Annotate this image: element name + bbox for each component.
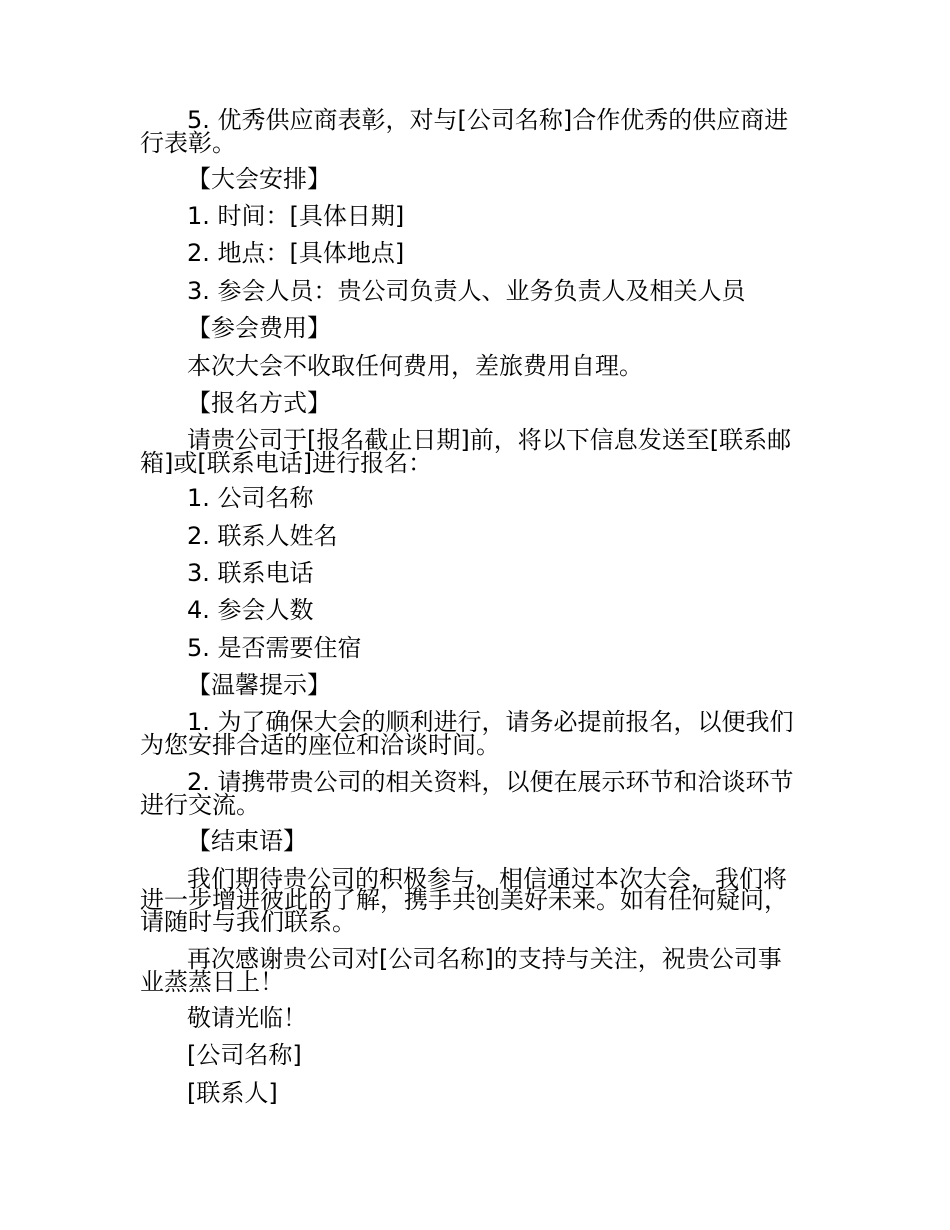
text-line: 4. 参会人数 bbox=[187, 596, 314, 624]
text-line: 1. 公司名称 bbox=[187, 484, 314, 512]
section-heading: 【参会费用】 bbox=[187, 314, 331, 342]
text-line: 请贵公司于[报名截止日期]前，将以下信息发送至[联系邮 bbox=[187, 426, 792, 454]
text-line: 进行交流。 bbox=[140, 791, 260, 819]
text-line: [公司名称] bbox=[187, 1041, 302, 1069]
text-line: 5. 是否需要住宿 bbox=[187, 634, 362, 662]
text-line: 2. 地点：[具体地点] bbox=[187, 239, 405, 267]
text-line: [联系人] bbox=[187, 1079, 278, 1107]
text-line: 行表彰。 bbox=[140, 129, 236, 157]
section-heading: 【结束语】 bbox=[187, 827, 307, 855]
text-line: 箱]或[联系电话]进行报名： bbox=[140, 449, 433, 477]
text-line: 我们期待贵公司的积极参与，相信通过本次大会，我们将 bbox=[187, 865, 787, 893]
text-line: 3. 参会人员：贵公司负责人、业务负责人及相关人员 bbox=[187, 277, 746, 305]
section-heading: 【报名方式】 bbox=[187, 389, 331, 417]
text-line: 1. 为了确保大会的顺利进行，请务必提前报名，以便我们 bbox=[187, 708, 794, 736]
text-line: 业蒸蒸日上！ bbox=[140, 968, 284, 996]
section-heading: 【温馨提示】 bbox=[187, 671, 331, 699]
text-line: 为您安排合适的座位和洽谈时间。 bbox=[140, 731, 500, 759]
section-heading: 【大会安排】 bbox=[187, 165, 331, 193]
text-line: 再次感谢贵公司对[公司名称]的支持与关注，祝贵公司事 bbox=[187, 945, 782, 973]
text-line: 2. 联系人姓名 bbox=[187, 522, 338, 550]
text-line: 本次大会不收取任何费用，差旅费用自理。 bbox=[187, 352, 643, 380]
text-line: 1. 时间：[具体日期] bbox=[187, 202, 405, 230]
text-line: 5. 优秀供应商表彰，对与[公司名称]合作优秀的供应商进 bbox=[187, 106, 789, 134]
text-line: 2. 请携带贵公司的相关资料，以便在展示环节和洽谈环节 bbox=[187, 768, 794, 796]
text-line: 进一步增进彼此的了解，携手共创美好未来。如有任何疑问， bbox=[140, 886, 788, 914]
text-line: 敬请光临！ bbox=[187, 1004, 307, 1032]
text-line: 请随时与我们联系。 bbox=[140, 908, 356, 936]
text-line: 3. 联系电话 bbox=[187, 559, 314, 587]
